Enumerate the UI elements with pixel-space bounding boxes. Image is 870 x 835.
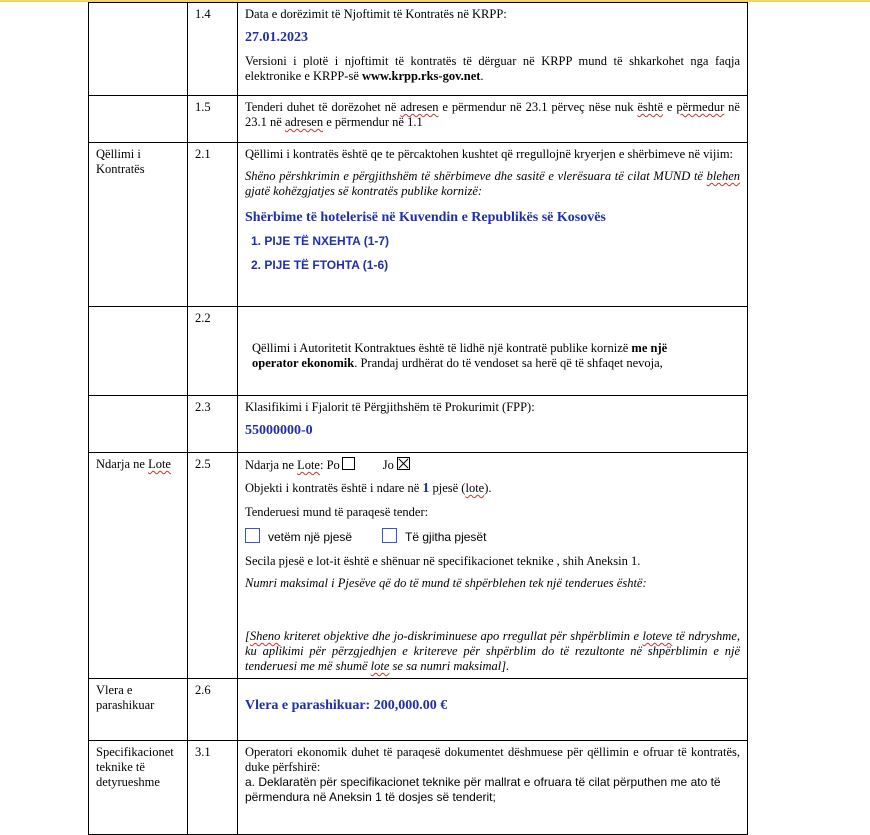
row-number: 1.4 [188,3,238,96]
table-row-1-5 [89,96,748,143]
list-item: 2. PIJE TË FTOHTA (1-6) [251,258,389,272]
authority-purpose-text: Qëllimi i Autoritetit Kontraktues është të lidhë një kontratë publike kornizë me një operator ekonomik. Prandaj urdhërat do të vendoset sa herë që të shfaqet nevoja, [252,341,668,370]
row-number: 2.5 [188,453,238,679]
estimated-value: Vlera e parashikuar: 200,000.00 € [245,698,448,713]
row-label-lots: Ndarja ne Lote [89,453,188,679]
row-content [238,679,748,741]
lots-count-line: Objekti i kontratës është i ndare në 1 pjesë (lote). [245,481,492,496]
row-label-cell [89,96,188,143]
tech-spec-text: Operatori ekonomik duhet të paraqesë dokumentet dëshmuese për qëllimin e ofruar të kontratës, duke përfshirë: [245,745,740,774]
tender-address-text: Tenderi duhet të dorëzohet në adresen e përmendur në 23.1 përveç nëse nuk është e përmedur në 23.1 në adresen e përmendur në 1.1 [245,100,740,129]
services-list [245,234,740,273]
row-label-cell [89,396,188,453]
row-number: 2.1 [188,143,238,307]
row-content [238,396,748,453]
row-content [238,741,748,835]
row-number: 2.6 [188,679,238,741]
row-content [238,96,748,143]
purpose-text: Qëllimi i kontratës është qe te përcaktohen kushtet që rregullojnë kryerjen e shërbimeve në vijim: [245,147,734,161]
row-number: 1.5 [188,96,238,143]
lots-division-line: Ndarja ne Lote: Po Jo [245,457,740,473]
submission-date-value: 27.01.2023 [245,30,308,45]
row-content [238,307,748,396]
table-row-2-2 [89,307,748,396]
row-number: 3.1 [188,741,238,835]
row-number: 2.3 [188,396,238,453]
lot-spec-note: Secila pjesë e lot-it është e shënuar në specifikacionet teknike , shih Aneksin 1. [245,554,641,568]
row-content [238,453,748,679]
row-content [238,143,748,307]
cpv-label: Klasifikimi i Fjalorit të Përgjithshëm të Prokurimit (FPP): [245,400,535,414]
row-label-cell [89,3,188,96]
lot-options [245,528,740,545]
max-lots-label: Numri maksimal i Pjesëve që do të mund të shpërblehen tek një tenderues është: [245,576,647,590]
checkbox-one-lot[interactable] [245,528,260,543]
row-label-purpose: Qëllimi i Kontratës [89,143,188,307]
option-all-lots-label: Të gjitha pjesët [405,530,487,544]
tender-document-table [88,2,748,835]
submission-date-label: Data e dorëzimit të Njoftimit të Kontratës në KRPP: [245,7,507,21]
table-row-1-4 [89,3,748,96]
table-row-2-5 [89,453,748,679]
table-row-2-6 [89,679,748,741]
notice-download-text: Versioni i plotë i njoftimit të kontratës të dërguar në KRPP mund të shkarkohet nga faqja elektronike e KRPP-së www.krpp.rks-gov.net. [245,54,740,83]
row-label-cell [89,307,188,396]
list-item: 1. PIJE TË NXEHTA (1-7) [251,234,390,248]
lot-award-criteria: [Sheno kriteret objektive dhe jo-diskriminuese apo rregullat për shpërblimin e loteve të ndryshme, ku aplikimi për përzgjedhjen e kritereve për shpërblim do të rezultonte në shpërblimin e një tenderuesi me më shumë lote se sa numri maksimal]. [245,629,740,673]
table-row-2-3 [89,396,748,453]
row-label-technical-specs: Specifikacionet teknike të detyrueshme [89,741,188,835]
row-number: 2.2 [188,307,238,396]
checkbox-all-lots[interactable] [382,528,397,543]
row-content [238,3,748,96]
checkbox-po[interactable] [342,457,355,470]
tender-option-label: Tenderuesi mund të paraqesë tender: [245,505,429,519]
tech-spec-declaration: a. Deklaratën për specifikacionet teknike për mallrat e ofruara të cilat përputhen me ato të përmendura në Aneksin 1 të dosjes së tenderit; [245,775,721,804]
cpv-code: 55000000-0 [245,423,313,438]
option-one-lot-label: vetëm një pjesë [268,530,353,544]
table-row-3-1 [89,741,748,835]
table-row-2-1 [89,143,748,307]
krpp-website-link[interactable]: www.krpp.rks-gov.net [362,69,481,83]
checkbox-jo-checked[interactable] [397,457,410,470]
services-heading: Shërbime të hotelerisë në Kuvendin e Republikës së Kosovës [245,210,606,225]
row-label-estimated-value: Vlera e parashikuar [89,679,188,741]
purpose-instruction: Shëno përshkrimin e përgjithshëm të shërbimeve dhe sasitë e vlerësuara të cilat MUND të blehen gjatë kohëzgjatjes së kontratës publike kornizë: [245,169,740,198]
